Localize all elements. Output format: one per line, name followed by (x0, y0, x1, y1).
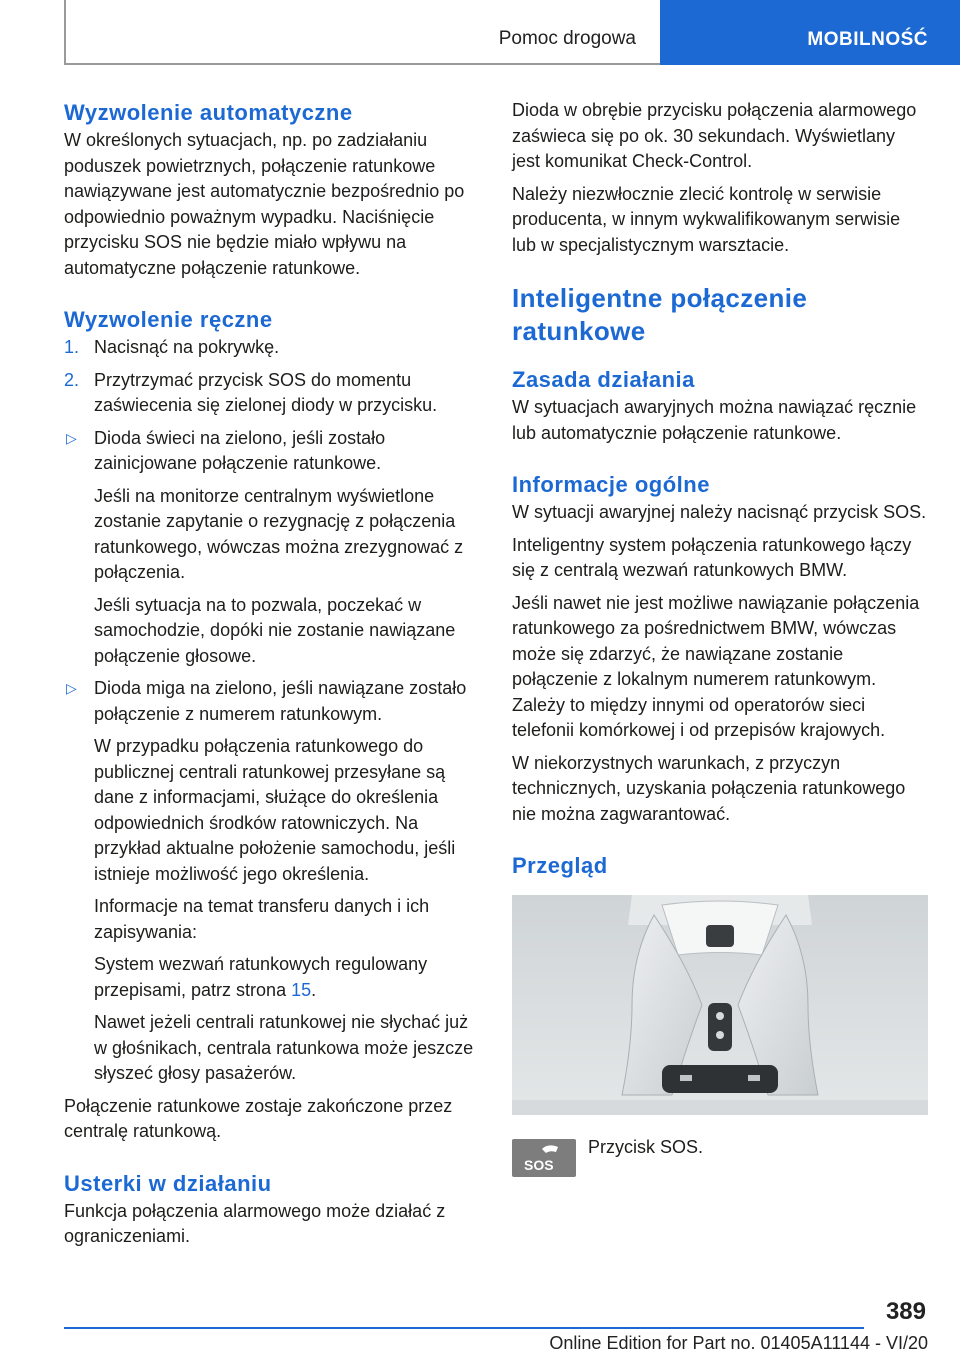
header-bottom-rule (64, 63, 660, 65)
page-number: 389 (885, 1298, 926, 1325)
result-note: Jeśli sytuacja na to pozwala, poczekać w samochodzie, dopóki nie zostanie nawiązane połączenie głosowe. (94, 594, 456, 666)
paragraph-call-end: Połączenie ratunkowe zostaje zakończone przez centralę ratunkową. (64, 1095, 453, 1141)
note-text: System wezwań ratunkowych regulowany przepisami, patrz strona (94, 954, 428, 1000)
sos-phone-icon (512, 1139, 576, 1177)
triangle-bullet-icon: ▷ (66, 680, 77, 696)
triangle-bullet-icon: ▷ (66, 429, 77, 446)
paragraph-general: W sytuacji awaryjnej należy nacisnąć przycisk SOS. (512, 502, 927, 522)
paragraph-automatic-trigger: W określonych sytuacjach, np. po zadziałaniu poduszek powietrznych, połączenie ratunkowe nawiązywane jest automatycznie bezpośrednio po odpowiednio poważnym wypadku. Naciśnięcie przycisku SOS nie będzie miało wpływu na automatyczne połączenie ratunkowe. (64, 130, 465, 278)
header-chapter-tab (660, 0, 960, 65)
result-note: Informacje na temat transferu danych i ich zapisywania: (94, 896, 430, 942)
heading-automatic-trigger: Wyzwolenie automatyczne (64, 100, 353, 125)
result-item (64, 676, 480, 727)
heading-general-info: Informacje ogólne (512, 472, 710, 497)
heading-intelligent-emergency-call: Inteligentne połączenie ratunkowe (512, 283, 808, 346)
result-text: Dioda świeci na zielono, jeśli zostało zainicjowane połączenie ratunkowe. (94, 427, 386, 473)
heading-malfunction: Usterki w działaniu (64, 1170, 272, 1196)
header-chapter-label: MOBILNOŚĆ (807, 29, 928, 50)
result-note: Jeśli na monitorze centralnym wyświetlone zostanie zapytanie o rezygnację z połączenia ratunkowego, wówczas można zrezygnować z połączenia. (94, 485, 464, 582)
footer-edition: Online Edition for Part no. 01405A11144 - VI/20 (549, 1333, 928, 1353)
heading-overview: Przegląd (512, 853, 608, 878)
step-item (64, 368, 480, 419)
sos-legend (512, 1135, 928, 1179)
left-column (64, 98, 480, 1257)
step-number: 1. (64, 337, 80, 357)
heading-manual-trigger: Wyzwolenie ręczne (64, 307, 273, 332)
paragraph-general: W niekorzystnych warunkach, z przyczyn technicznych, uzyskania połączenia ratunkowego nie można zagwarantować. (512, 752, 906, 824)
note-text-end: . (311, 979, 317, 1000)
footer-rule (64, 1327, 864, 1329)
paragraph-principle: W sytuacjach awaryjnych można nawiązać ręcznie lub automatycznie połączenie ratunkowe. (512, 397, 917, 443)
paragraph-general: Jeśli nawet nie jest możliwe nawiązanie połączenia ratunkowego za pośrednictwem BMW, wówczas może się zdarzyć, że nawiązane zostanie połączenie z lokalnym numerem ratunkowym. Zależy to między innymi od operatorów sieci telefonii komórkowej i od przepisów krajowych. (512, 592, 920, 740)
step-item (64, 335, 480, 361)
step-number: 2. (64, 369, 80, 390)
header-left-rule (64, 0, 66, 64)
heading-principle: Zasada działania (512, 367, 695, 392)
paragraph-led-info: Dioda w obrębie przycisku połączenia alarmowego zaświeca się po ok. 30 sekundach. Wyświetlany jest komunikat Check-Control. (512, 100, 917, 171)
result-item (64, 426, 480, 477)
result-note (64, 952, 480, 1003)
header-section-title: Pomoc drogowa (498, 28, 636, 49)
step-text: Przytrzymać przycisk SOS do momentu zaświecenia się zielonej diody w przycisku. (94, 369, 438, 415)
paragraph-malfunction: Funkcja połączenia alarmowego może działać z ograniczeniami. (64, 1200, 446, 1246)
right-column (512, 98, 928, 1179)
roof-console-illustration (512, 895, 928, 1115)
roof-console-image (512, 895, 928, 1115)
result-note: W przypadku połączenia ratunkowego do publicznej centrali ratunkowej przesyłane są dane z informacjami, służące do określenia odpowiednich środków ratowniczych. Na przykład aktualne położenie samochodu, jeśli istnieje możliwość jego określenia. (94, 736, 456, 884)
paragraph-general: Inteligentny system połączenia ratunkowego łączy się z centralą wezwań ratunkowych BMW. (512, 534, 912, 580)
step-text: Nacisnąć na pokrywkę. (94, 337, 280, 357)
paragraph-service-info: Należy niezwłocznie zlecić kontrolę w serwisie producenta, w innym wykwalifikowanym serwisie lub w specjalistycznym warsztacie. (512, 183, 901, 255)
result-note: Nawet jeżeli centrali ratunkowej nie słychać już w głośnikach, centrala ratunkowa może jeszcze słyszeć głosy pasażerów. (94, 1012, 474, 1083)
result-text: Dioda miga na zielono, jeśli nawiązane zostało połączenie z numerem ratunkowym. (94, 678, 467, 724)
sos-icon-text: SOS (524, 1157, 554, 1173)
sos-caption: Przycisk SOS. (588, 1137, 704, 1157)
sos-button-icon (512, 1139, 576, 1177)
page-reference-link[interactable]: 15 (291, 979, 312, 1000)
